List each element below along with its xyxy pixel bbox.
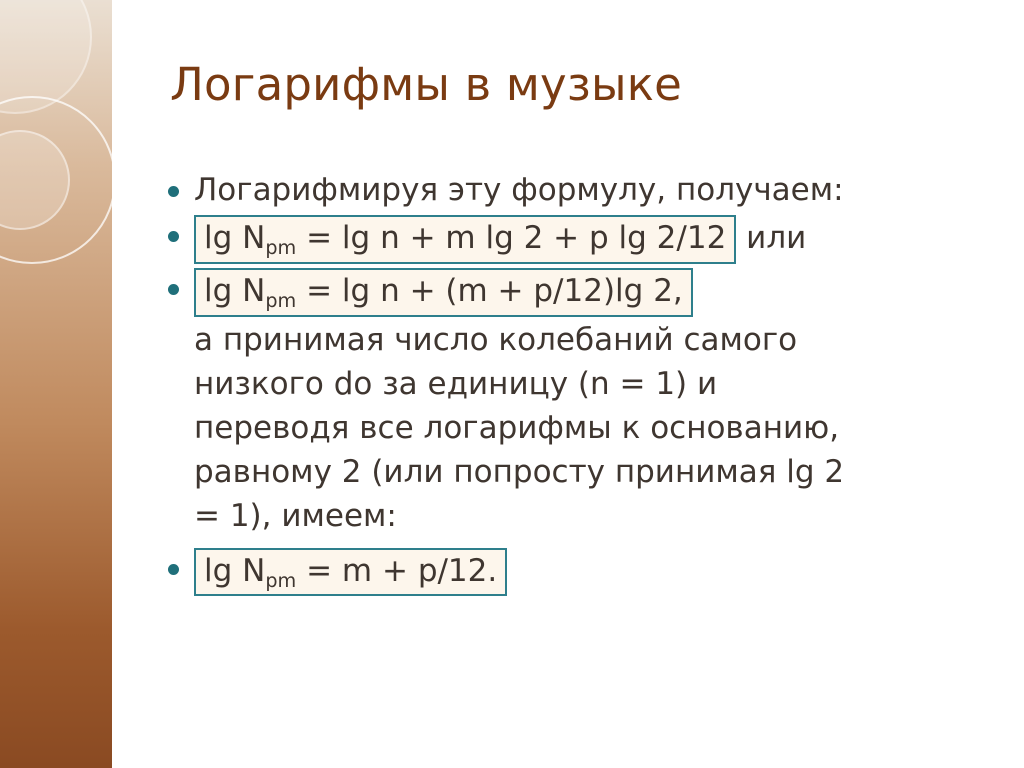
formula-1-subscript: pm [265, 236, 297, 260]
bullet-icon [168, 266, 194, 300]
bullet-icon [168, 168, 194, 202]
formula-1-prefix: lg N [204, 219, 266, 256]
formula-3-prefix: lg N [204, 552, 266, 589]
list-item [168, 546, 998, 597]
formula-3-subscript: pm [265, 568, 297, 592]
paragraph-line-3: переводя все логарифмы к основанию, [194, 410, 840, 447]
formula-2-prefix: lg N [204, 272, 266, 309]
intro-text: Логарифмируя эту формулу, получаем: [194, 172, 844, 208]
formula-box-1 [194, 215, 736, 264]
page-title: Логарифмы в музыке [170, 58, 682, 111]
formula-2-suffix: = lg n + (m + p/12)lg 2, [296, 272, 683, 309]
paragraph-line-4: равному 2 (или попросту принимая lg 2 [194, 454, 845, 491]
paragraph-line-1: а принимая число колебаний самого [194, 321, 798, 358]
formula-line-1 [194, 213, 806, 264]
decorative-left-band [0, 0, 112, 768]
paragraph-line-5: = 1), имеем: [194, 498, 397, 535]
formula-line-3 [194, 546, 507, 597]
list-item [168, 213, 998, 264]
formula-2-subscript: pm [265, 288, 297, 312]
formula-line-2 [194, 266, 693, 317]
formula-3-suffix: = m + p/12. [296, 552, 498, 589]
bullet-icon [168, 213, 194, 247]
formula-1-suffix: = lg n + m lg 2 + p lg 2/12 [296, 219, 727, 256]
paragraph-line-2: низкого do за единицу (n = 1) и [194, 365, 718, 402]
slide-body [168, 168, 998, 598]
formula-1-trailing: или [736, 219, 807, 256]
formula-box-3 [194, 548, 507, 597]
list-item [168, 168, 998, 211]
list-item [168, 266, 998, 317]
formula-box-2 [194, 268, 693, 317]
bullet-icon [168, 546, 194, 580]
